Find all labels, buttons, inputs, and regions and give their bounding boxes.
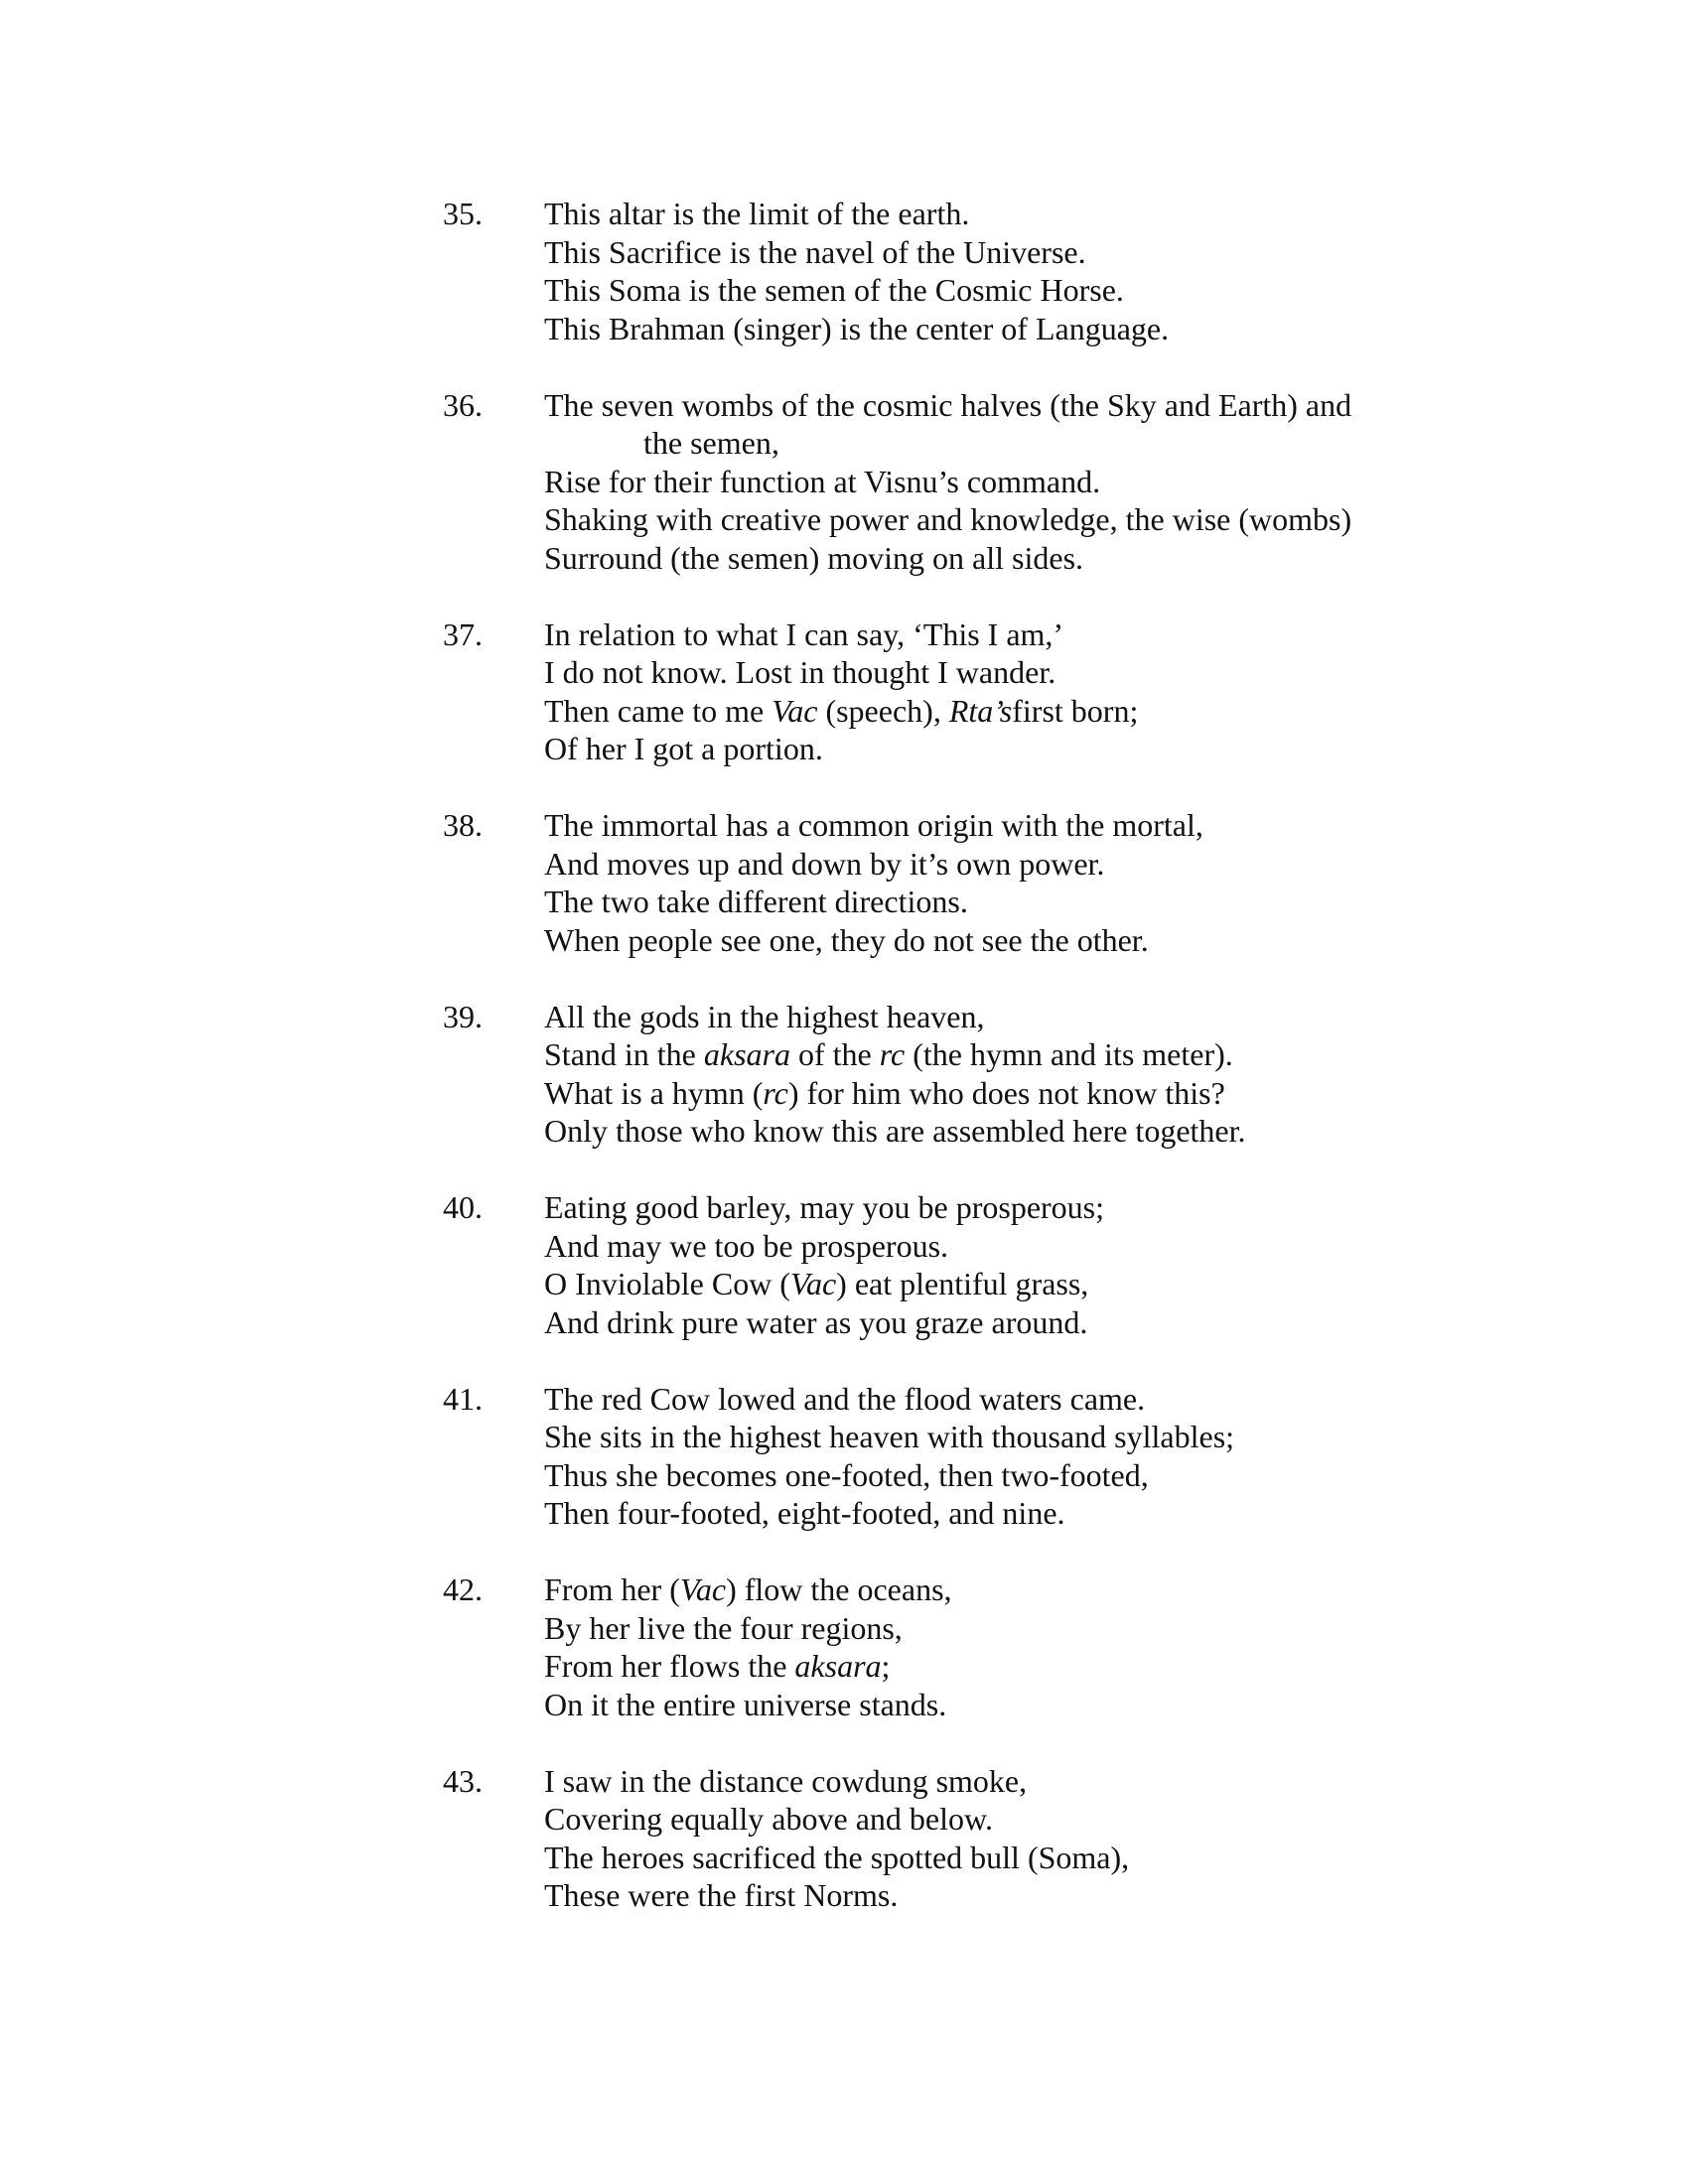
line-text: By her live the four regions, (544, 1609, 903, 1646)
verse-line (544, 539, 1436, 578)
line-text: of the (789, 1036, 880, 1072)
line-text: All the gods in the highest heaven, (544, 998, 985, 1034)
verse-line (544, 1265, 1436, 1303)
line-text: From her flows the (544, 1648, 795, 1684)
verse-list (443, 195, 1436, 1953)
verse-line (544, 1876, 1436, 1915)
line-text: ; (881, 1648, 891, 1684)
verse-line (544, 424, 1436, 463)
verse-line (544, 1800, 1436, 1839)
line-text: And may we too be prosperous. (544, 1227, 949, 1264)
verse-line (544, 1570, 1436, 1609)
line-text: ) flow the oceans, (726, 1571, 952, 1607)
verse (443, 1570, 1436, 1723)
line-text: Stand in the (544, 1036, 704, 1072)
italic-term: Rta’s (948, 692, 1013, 729)
verse-lines (544, 386, 1436, 578)
verse-line (544, 1112, 1436, 1151)
line-text: What is a hymn ( (544, 1074, 764, 1111)
verse-line (544, 653, 1436, 692)
verse-line (544, 1647, 1436, 1686)
verse-number: 40. (443, 1189, 483, 1225)
verse-line (544, 233, 1436, 272)
line-text: Covering equally above and below. (544, 1801, 994, 1837)
verse-number: 36. (443, 386, 483, 423)
line-text: The red Cow lowed and the flood waters came. (544, 1380, 1146, 1417)
line-text: Eating good barley, may you be prosperous; (544, 1189, 1105, 1225)
verse-number: 37. (443, 615, 483, 652)
verse-line (544, 195, 1436, 233)
verse-number: 39. (443, 998, 483, 1034)
verse-line (544, 463, 1436, 501)
italic-term: rc (763, 1074, 788, 1111)
verse-number: 41. (443, 1380, 483, 1417)
line-text: Rise for their function at Visnu’s command. (544, 463, 1101, 499)
italic-term: aksara (703, 1036, 790, 1072)
line-text: The two take different directions. (544, 884, 968, 919)
verse-lines (544, 1762, 1436, 1915)
verse (443, 1188, 1436, 1341)
line-text: Of her I got a portion. (544, 731, 823, 766)
line-text: When people see one, they do not see the other. (544, 921, 1149, 958)
line-text: Surround (the semen) moving on all sides. (544, 539, 1084, 576)
verse (443, 615, 1436, 768)
verse-line (544, 845, 1436, 884)
line-text: I saw in the distance cowdung smoke, (544, 1762, 1028, 1799)
verse-line (544, 883, 1436, 921)
line-text: This Brahman (singer) is the center of Language. (544, 310, 1170, 346)
italic-term: aksara (794, 1648, 882, 1684)
verse-line (544, 921, 1436, 960)
verse-line (544, 1227, 1436, 1266)
verse-lines (544, 998, 1436, 1151)
verse-line (544, 1074, 1436, 1113)
verse (443, 195, 1436, 347)
italic-term: Vac (772, 692, 818, 729)
verse-lines (544, 806, 1436, 959)
verse-lines (544, 615, 1436, 768)
verse-line (544, 615, 1436, 654)
verse-line (544, 386, 1436, 425)
line-text: Thus she becomes one-footed, then two-footed, (544, 1456, 1149, 1493)
line-text: In relation to what I can say, ‘This I am,’ (544, 615, 1064, 652)
line-text: This Sacrifice is the navel of the Universe. (544, 233, 1086, 270)
verse-line (544, 692, 1436, 731)
line-text: first born; (1012, 692, 1139, 729)
verse-number: 43. (443, 1762, 483, 1799)
italic-term: Vac (679, 1571, 727, 1607)
verse-line (544, 1303, 1436, 1342)
line-text: She sits in the highest heaven with thousand syllables; (544, 1419, 1235, 1454)
verse-line (544, 1686, 1436, 1724)
verse-lines (544, 1188, 1436, 1341)
verse-number: 42. (443, 1571, 483, 1607)
verse-line (544, 730, 1436, 768)
verse (443, 386, 1436, 578)
line-text: On it the entire universe stands. (544, 1686, 947, 1722)
verse-lines (544, 1570, 1436, 1723)
line-text: the semen, (643, 425, 779, 461)
verse-line (544, 1418, 1436, 1456)
verse-line (544, 1035, 1436, 1074)
verse-line (544, 1494, 1436, 1533)
verse (443, 806, 1436, 959)
line-text: The seven wombs of the cosmic halves (the Sky and Earth) and (544, 386, 1352, 423)
line-text: From her ( (544, 1571, 680, 1607)
line-text: And drink pure water as you graze around. (544, 1303, 1088, 1340)
line-text: Then came to me (544, 692, 773, 729)
italic-term: Vac (789, 1266, 837, 1301)
verse-line (544, 1762, 1436, 1801)
verse (443, 1762, 1436, 1915)
verse-line (544, 1380, 1436, 1419)
verse-line (544, 806, 1436, 845)
verse-line (544, 1839, 1436, 1877)
verse-lines (544, 195, 1436, 347)
verse (443, 998, 1436, 1151)
line-text: This Soma is the semen of the Cosmic Horse. (544, 272, 1124, 308)
line-text: ) eat plentiful grass, (836, 1266, 1089, 1301)
line-text: O Inviolable Cow ( (544, 1266, 790, 1301)
line-text: Only those who know this are assembled here together. (544, 1113, 1246, 1149)
verse-line (544, 310, 1436, 348)
verse-line (544, 271, 1436, 310)
line-text: The heroes sacrificed the spotted bull (Soma), (544, 1839, 1130, 1875)
verse-line (544, 1188, 1436, 1227)
verse (443, 1380, 1436, 1533)
verse-number: 35. (443, 196, 483, 231)
verse-number: 38. (443, 807, 483, 843)
italic-term: rc (879, 1036, 906, 1072)
line-text: The immortal has a common origin with the mortal, (544, 807, 1203, 843)
line-text: (speech), (817, 692, 949, 729)
line-text: (the hymn and its meter). (905, 1036, 1233, 1072)
line-text: ) for him who does not know this? (787, 1074, 1225, 1111)
verse-line (544, 1609, 1436, 1648)
verse-line (544, 500, 1436, 539)
line-text: These were the first Norms. (544, 1877, 899, 1913)
line-text: And moves up and down by it’s own power. (544, 845, 1105, 882)
line-text: Shaking with creative power and knowledge, the wise (wombs) (544, 501, 1352, 537)
verse-line (544, 1456, 1436, 1495)
line-text: I do not know. Lost in thought I wander. (544, 654, 1056, 690)
line-text: Then four-footed, eight-footed, and nine. (544, 1495, 1065, 1531)
verse-lines (544, 1380, 1436, 1533)
verse-line (544, 998, 1436, 1036)
line-text: This altar is the limit of the earth. (544, 196, 970, 231)
